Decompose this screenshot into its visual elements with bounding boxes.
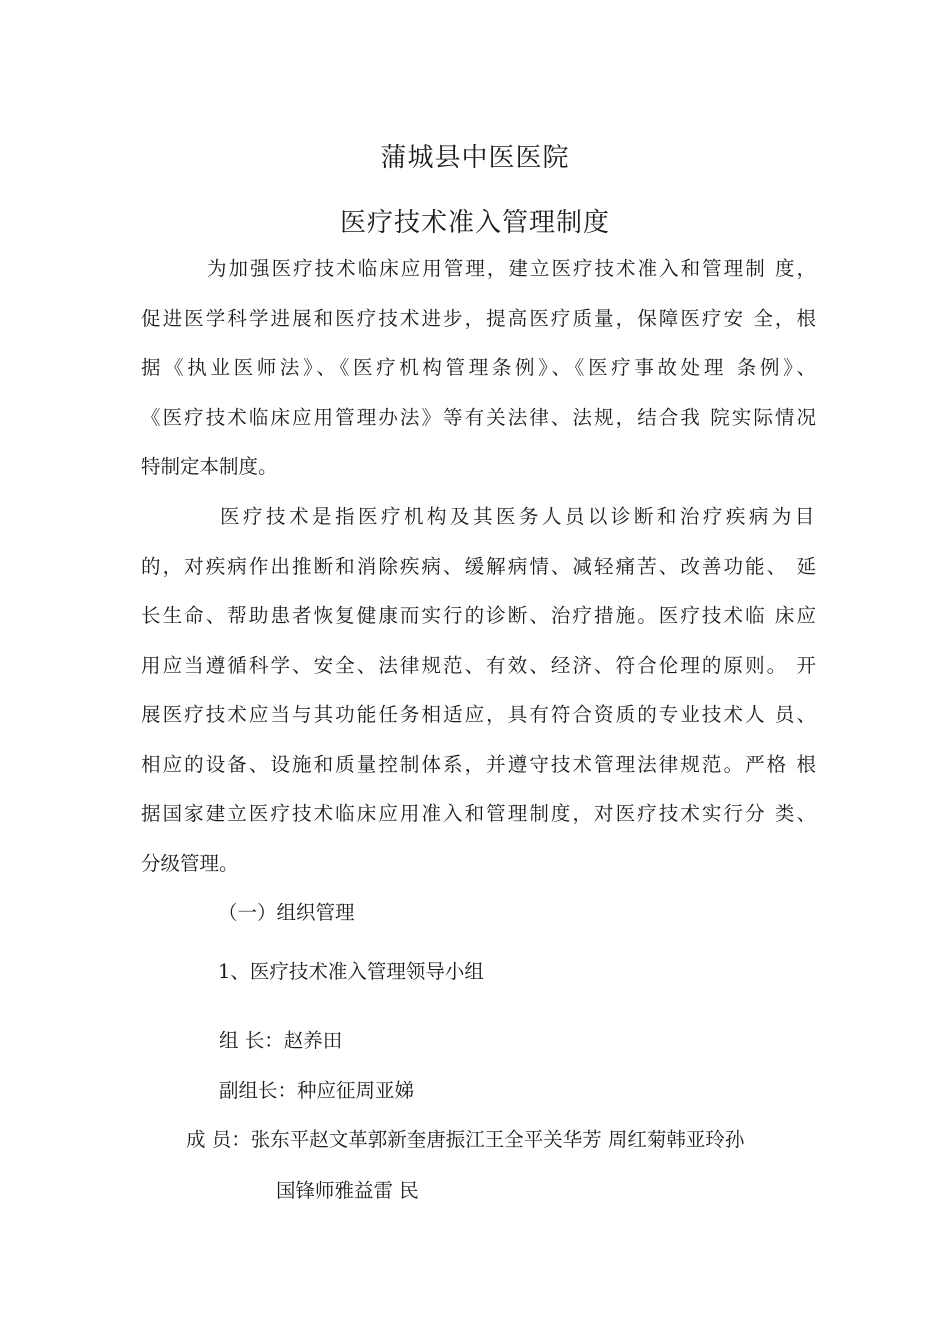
- intro-line: 据《执业医师法》、《医疗机构管理条例》、《医疗事故处理 条例》、: [141, 356, 816, 379]
- members-line-continued: 国锋师雅益雷 民: [276, 1179, 419, 1202]
- definition-line: 相应的设备、设施和质量控制体系，并遵守技术管理法律规范。严格 根: [141, 752, 816, 776]
- definition-line: 的，对疾病作出推断和消除疾病、缓解病情、减轻痛苦、改善功能、 延: [141, 554, 816, 578]
- group-leader: 组 长：赵养田: [219, 1029, 343, 1052]
- definition-paragraph: [141, 492, 816, 888]
- definition-line: 用应当遵循科学、安全、法律规范、有效、经济、符合伦理的原则。 开: [141, 653, 816, 677]
- document-title: 医疗技术准入管理制度: [339, 208, 610, 238]
- definition-line: 据国家建立医疗技术临床应用准入和管理制度，对医疗技术实行分 类、: [141, 802, 816, 825]
- deputy-leader: 副组长：种应征周亚娣: [219, 1079, 415, 1102]
- intro-paragraph: [141, 244, 816, 492]
- intro-line: 为加强医疗技术临床应用管理，建立医疗技术准入和管理制 度，: [207, 257, 816, 280]
- hospital-name: 蒲城县中医医院: [380, 143, 570, 173]
- definition-line: 展医疗技术应当与其功能任务相适应，具有符合资质的专业技术人 员、: [141, 703, 816, 726]
- intro-line: 特制定本制度。: [141, 455, 278, 478]
- intro-line: 《医疗技术临床应用管理办法》等有关法律、法规，结合我 院实际情况: [141, 405, 816, 429]
- definition-line: 医疗技术是指医疗机构及其医务人员以诊断和治疗疾病为目: [220, 505, 816, 528]
- section-subheading: 1、医疗技术准入管理领导小组: [218, 960, 484, 983]
- intro-line: 促进医学科学进展和医疗技术进步，提高医疗质量，保障医疗安 全，根: [141, 306, 816, 330]
- definition-line: 分级管理。: [141, 851, 239, 875]
- section-heading: （一）组织管理: [218, 901, 355, 924]
- members-line: 成 员：张东平赵文革郭新奎唐振江王全平关华芳 周红菊韩亚玲孙: [186, 1128, 745, 1151]
- definition-line: 长生命、帮助患者恢复健康而实行的诊断、治疗措施。医疗技术临 床应: [141, 604, 816, 627]
